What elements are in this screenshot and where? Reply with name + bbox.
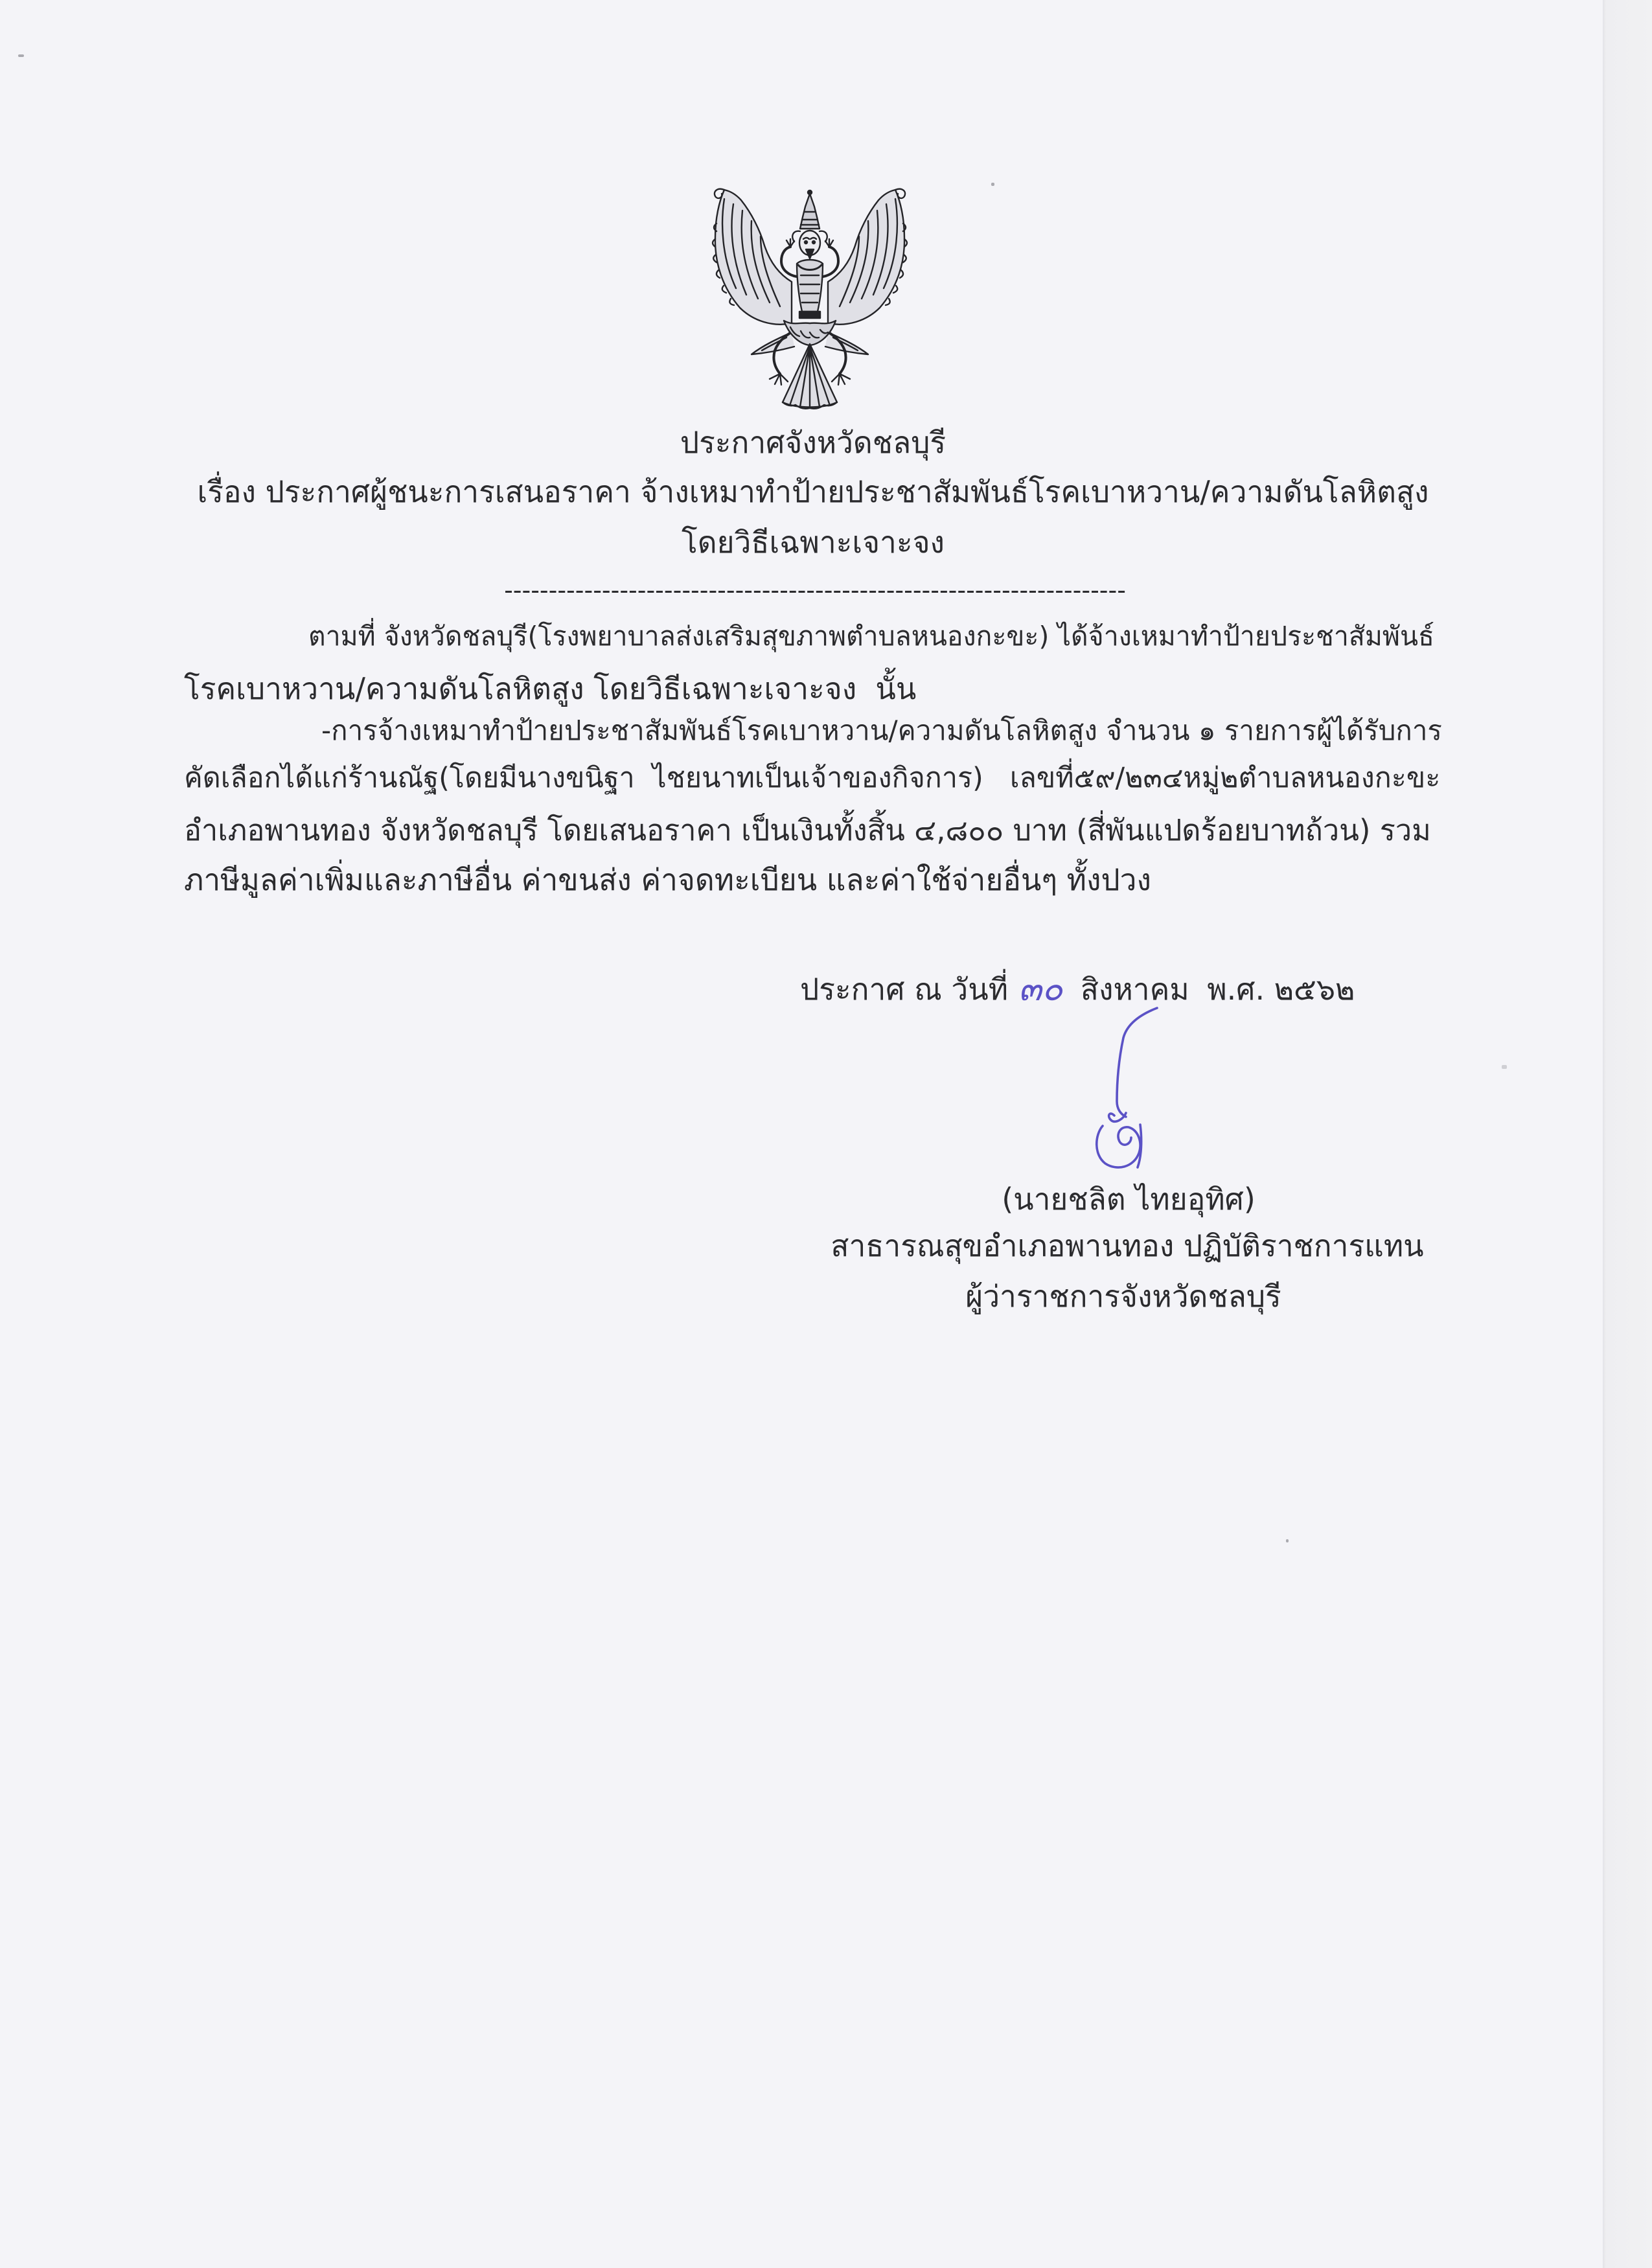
signature-scrawl [1069,998,1186,1176]
date-prefix: ประกาศ ณ วันที่ [800,972,1009,1007]
paragraph-2-line-1: -การจ้างเหมาทำป้ายประชาสัมพันธ์โรคเบาหวาน/ความดันโลหิตสูง จำนวน ๑ รายการผู้ได้รับการ [321,715,1442,746]
paragraph-2-line-4: ภาษีมูลค่าเพิ่มและภาษีอื่น ค่าขนส่ง ค่าจดทะเบียน และค่าใช้จ่ายอื่นๆ ทั้งปวง [184,862,1151,897]
scan-speck [1286,1539,1289,1542]
date-month: สิงหาคม [1080,972,1189,1007]
separator-line: ---------------------------------------------------------------------- [504,576,1126,604]
announcement-heading: ประกาศจังหวัดชลบุรี [680,425,946,460]
garuda-left-half [713,189,798,385]
paragraph-2-line-3: อำเภอพานทอง จังหวัดชลบุรี โดยเสนอราคา เป็นเงินทั้งสิ้น ๔,๘๐๐ บาท (สี่พันแปดร้อยบาทถ้วน) รวม [184,813,1431,847]
scan-speck [991,183,994,186]
paragraph-1-line-1: ตามที่ จังหวัดชลบุรี(โรงพยาบาลส่งเสริมสุขภาพตำบลหนองกะขะ) ได้จ้างเหมาทำป้ายประชาสัมพันธ์ [308,621,1434,652]
garuda-emblem [706,185,913,418]
garuda-right-half [821,189,907,385]
paragraph-2-line-2: คัดเลือกได้แก่ร้านณัฐ(โดยมีนางขนิฐา ไชยนาทเป็นเจ้าของกิจการ) เลขที่๕๙/๒๓๔หมู่๒ตำบลหนองกะขะ [184,762,1441,794]
procurement-method: โดยวิธีเฉพาะเจาะจง [682,525,945,560]
signatory-acting-for: ผู้ว่าราชการจังหวัดชลบุรี [965,1279,1281,1314]
scan-speck [1502,1065,1507,1069]
paragraph-1-line-2: โรคเบาหวาน/ความดันโลหิตสูง โดยวิธีเฉพาะเจาะจง นั้น [184,671,917,706]
signatory-position: สาธารณสุขอำเภอพานทอง ปฏิบัติราชการแทน [831,1228,1424,1263]
date-year: พ.ศ. ๒๕๖๒ [1207,972,1355,1007]
scan-border [1603,0,1652,2268]
date-day-handwritten: ๓๐ [1018,969,1063,1009]
subject-line: เรื่อง ประกาศผู้ชนะการเสนอราคา จ้างเหมาทำป้ายประชาสัมพันธ์โรคเบาหวาน/ความดันโลหิตสูง [197,474,1429,509]
signatory-name: (นายชลิต ไทยอุทิศ) [1002,1182,1256,1217]
scan-speck [18,54,24,57]
